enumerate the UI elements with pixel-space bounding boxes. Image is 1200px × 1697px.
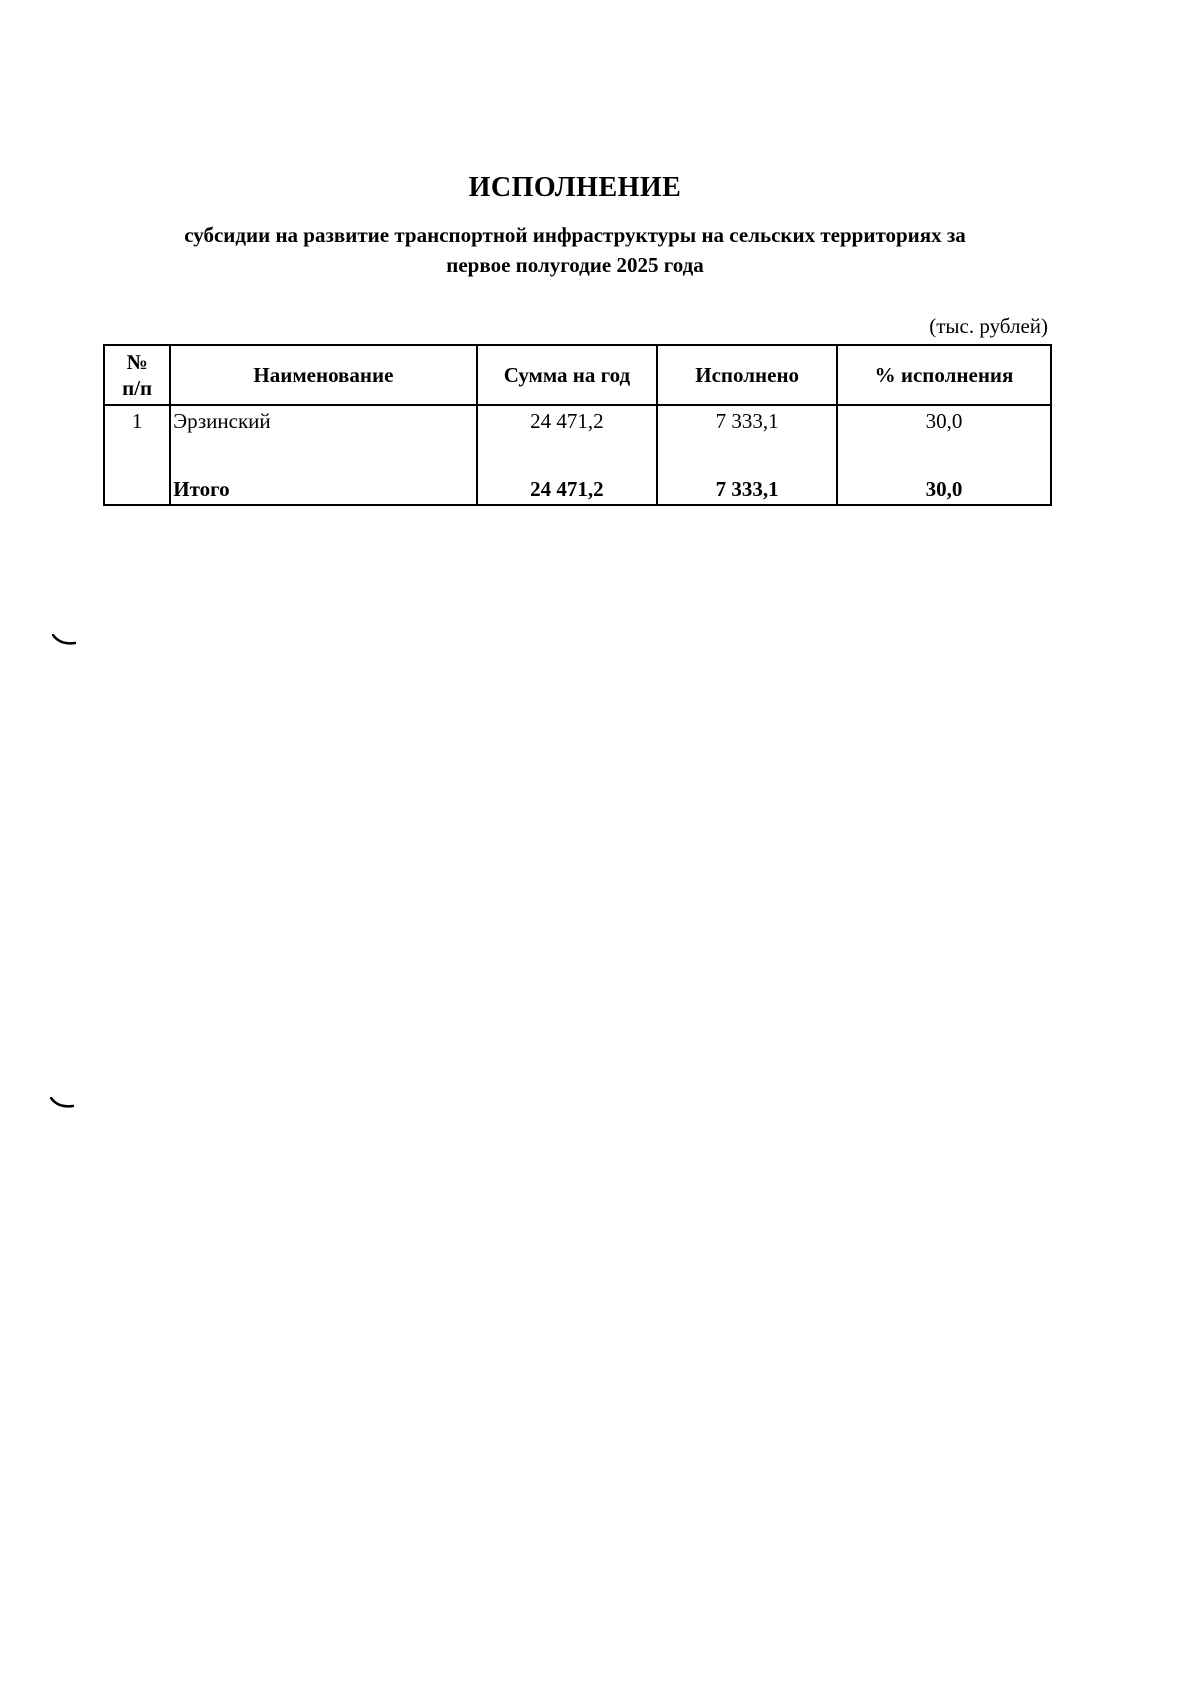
header-name: Наименование <box>170 345 476 405</box>
subtitle-line-1: субсидии на развитие транспортной инфраструктуры на сельских территориях за <box>184 223 966 247</box>
punch-mark-icon <box>50 1097 74 1109</box>
total-name: Итого <box>173 477 230 501</box>
cell-done <box>657 405 837 505</box>
table-row <box>104 405 1051 505</box>
cell-number <box>104 405 170 505</box>
document-title: ИСПОЛНЕНИЕ <box>468 172 682 203</box>
row-percent: 30,0 <box>925 409 963 433</box>
units-label: (тыс. рублей) <box>929 314 1048 338</box>
header-number <box>104 345 170 405</box>
header-number-line-2: п/п <box>122 376 153 400</box>
row-done: 7 333,1 <box>715 409 779 433</box>
total-sum: 24 471,2 <box>530 477 604 501</box>
header-percent: % исполнения <box>837 345 1051 405</box>
row-name: Эрзинский <box>173 409 271 433</box>
header-sum: Сумма на год <box>477 345 658 405</box>
cell-sum <box>477 405 658 505</box>
execution-table <box>103 344 1052 506</box>
punch-mark-icon <box>52 634 76 646</box>
cell-name <box>170 405 476 505</box>
total-percent: 30,0 <box>925 477 963 501</box>
row-number: 1 <box>131 409 143 433</box>
cell-percent <box>837 405 1051 505</box>
table-header-row <box>104 345 1051 405</box>
total-number-empty <box>105 502 169 504</box>
header-done: Исполнено <box>657 345 837 405</box>
row-sum: 24 471,2 <box>530 409 604 433</box>
subtitle-line-2: первое полугодие 2025 года <box>446 253 704 277</box>
header-number-line-1: № <box>126 350 148 374</box>
document-subtitle <box>110 220 1040 280</box>
total-done: 7 333,1 <box>715 477 779 501</box>
